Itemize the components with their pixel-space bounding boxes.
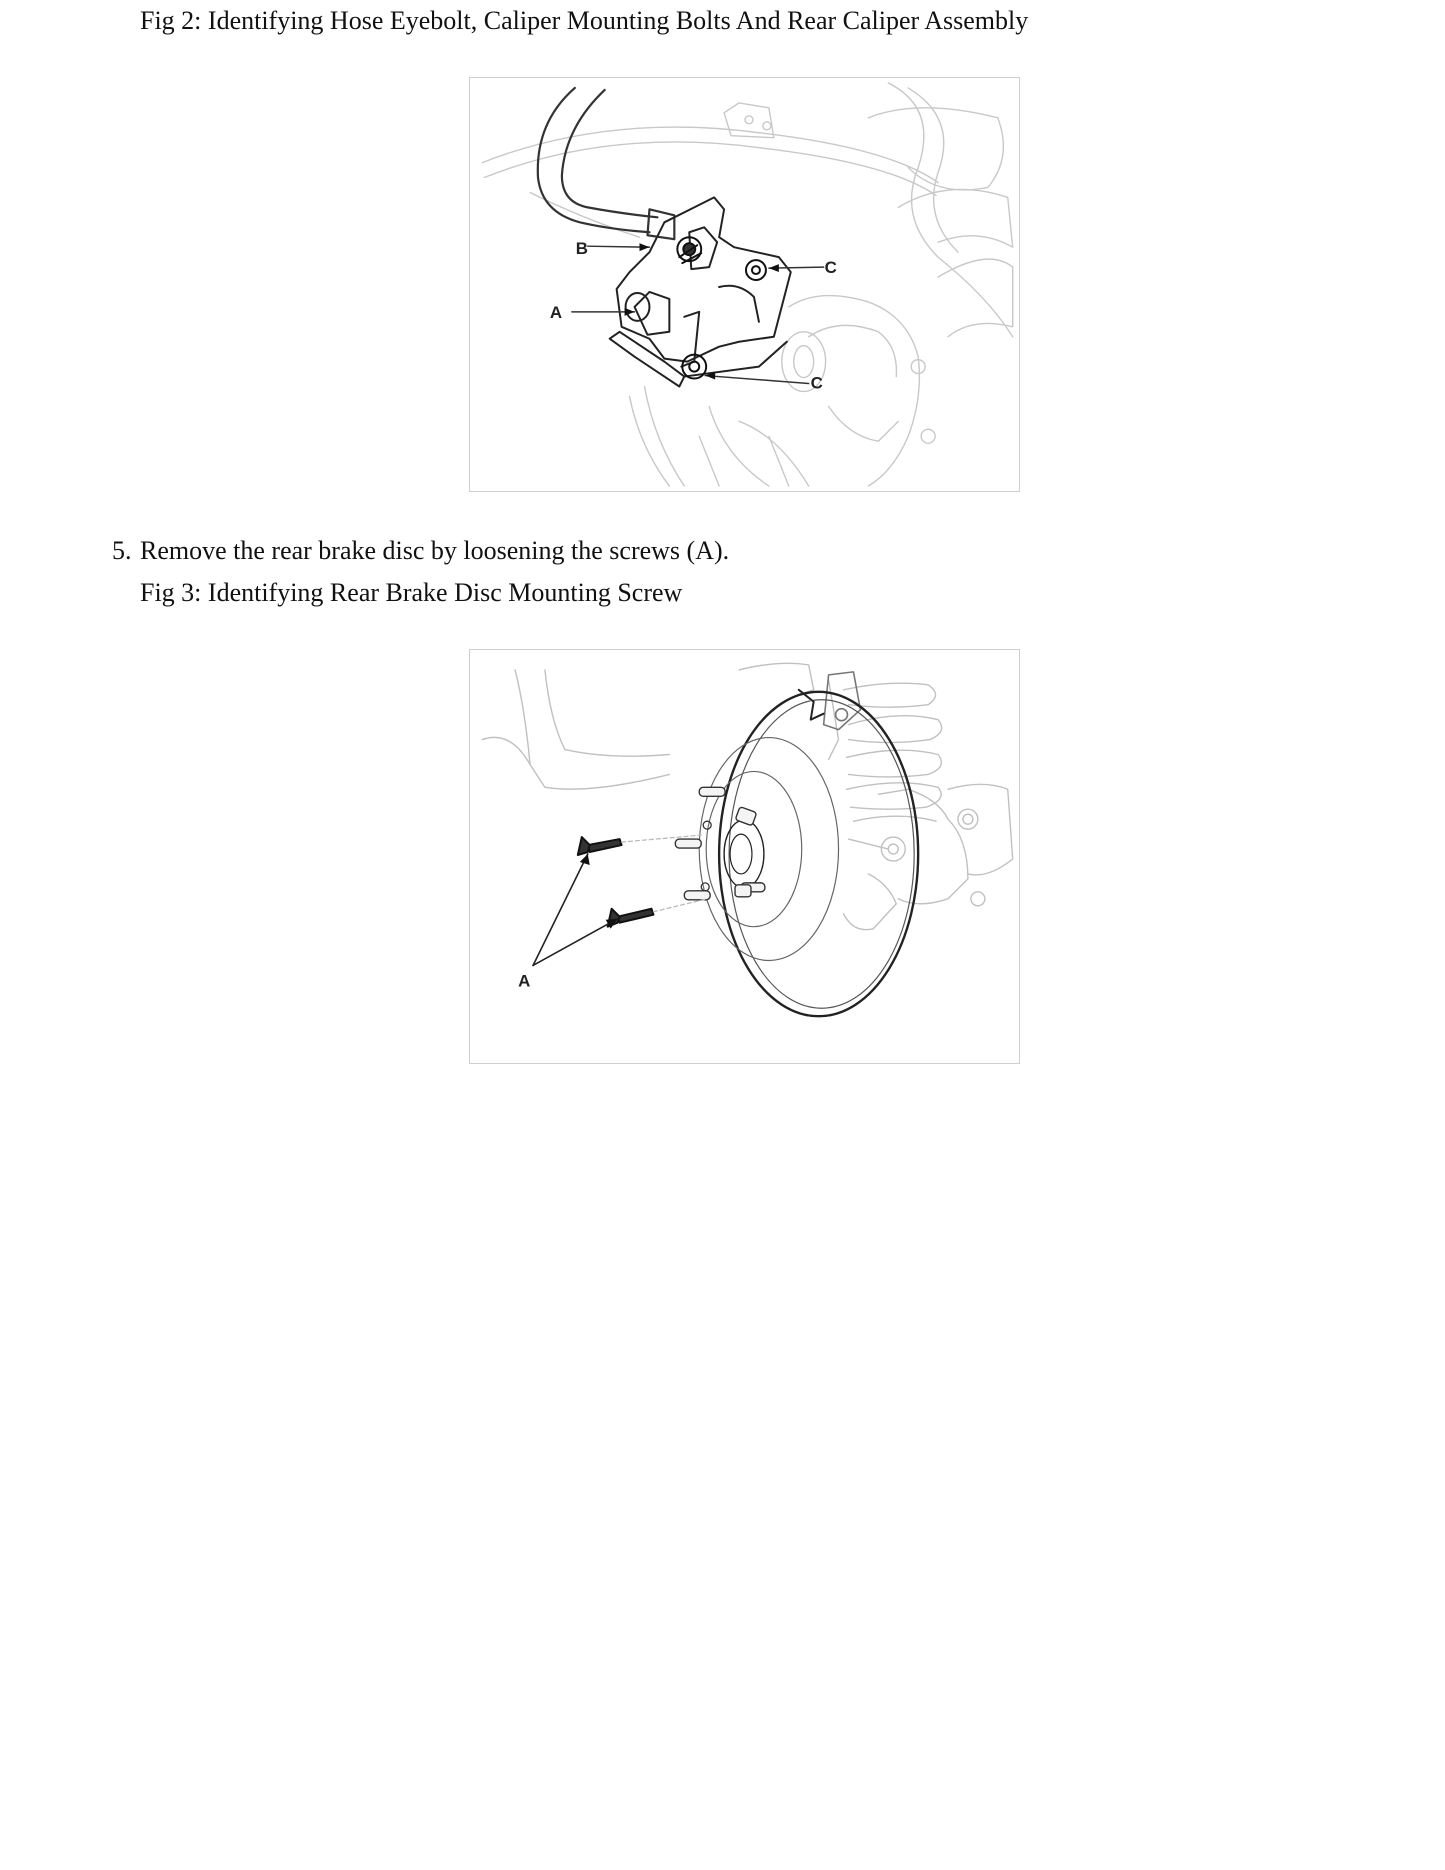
fig3-callout-a: A — [518, 971, 531, 991]
fig2-caption: Fig 2: Identifying Hose Eyebolt, Caliper Mounting Bolts And Rear Caliper Assembly — [140, 6, 1029, 35]
fig3-caption: Fig 3: Identifying Rear Brake Disc Mounting Screw — [140, 578, 683, 607]
fig2-callout-b: B — [575, 239, 589, 259]
fig2-caliper-illustration — [469, 77, 1020, 492]
fig2-callout-a: A — [549, 302, 563, 322]
fig3-brake-disc-illustration — [469, 649, 1020, 1064]
step-text: Remove the rear brake disc by loosening the screws (A). — [140, 536, 730, 565]
step-number: 5. — [112, 536, 132, 565]
step-5 — [112, 535, 729, 567]
fig2-callout-c-lower: C — [810, 373, 823, 393]
fig2-callout-c-upper: C — [824, 258, 837, 278]
